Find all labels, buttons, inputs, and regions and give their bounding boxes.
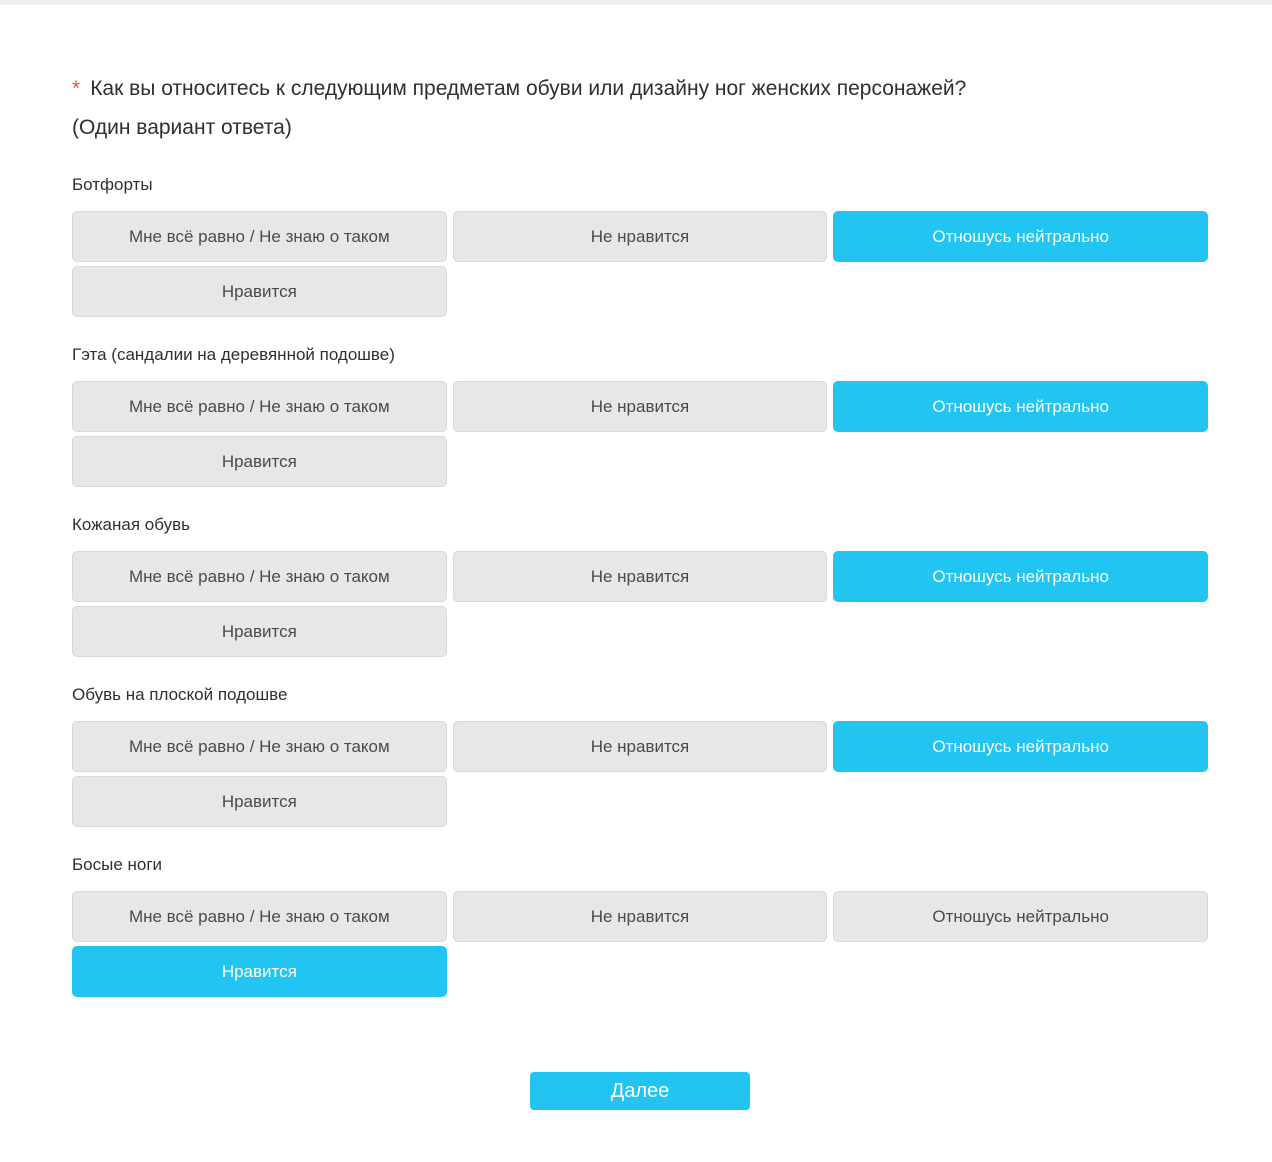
option-neutral-button[interactable]: Отношусь нейтрально <box>833 891 1208 942</box>
option-dislike-button[interactable]: Не нравится <box>453 381 828 432</box>
option-indifferent-button[interactable]: Мне всё равно / Не знаю о таком <box>72 721 447 772</box>
option-dislike-button[interactable]: Не нравится <box>453 551 828 602</box>
question-item-label: Обувь на плоской подошве <box>72 685 288 704</box>
question-item <box>72 175 1208 317</box>
option-indifferent-button[interactable]: Мне всё равно / Не знаю о таком <box>72 891 447 942</box>
question-item-label: Босые ноги <box>72 855 163 874</box>
survey-page <box>0 69 1272 1152</box>
option-like-button[interactable]: Нравится <box>72 946 447 997</box>
options-grid <box>72 381 1208 487</box>
option-like-button[interactable]: Нравится <box>72 266 447 317</box>
question-item <box>72 345 1208 487</box>
option-indifferent-button[interactable]: Мне всё равно / Не знаю о таком <box>72 211 447 262</box>
question-item <box>72 685 1208 827</box>
option-dislike-button[interactable]: Не нравится <box>453 721 828 772</box>
option-indifferent-button[interactable]: Мне всё равно / Не знаю о таком <box>72 381 447 432</box>
question-item-label: Ботфорты <box>72 175 153 194</box>
next-button[interactable]: Далее <box>530 1072 750 1110</box>
option-like-button[interactable]: Нравится <box>72 606 447 657</box>
question-item <box>72 855 1208 997</box>
question-item <box>72 515 1208 657</box>
options-grid <box>72 211 1208 317</box>
option-indifferent-button[interactable]: Мне всё равно / Не знаю о таком <box>72 551 447 602</box>
question-subtitle: (Один вариант ответа) <box>72 116 292 139</box>
option-dislike-button[interactable]: Не нравится <box>453 891 828 942</box>
option-neutral-button[interactable]: Отношусь нейтрально <box>833 721 1208 772</box>
question-item-label: Кожаная обувь <box>72 515 190 534</box>
options-grid <box>72 721 1208 827</box>
option-neutral-button[interactable]: Отношусь нейтрально <box>833 211 1208 262</box>
footer <box>72 1072 1208 1152</box>
options-grid <box>72 551 1208 657</box>
top-divider-bar <box>0 0 1272 5</box>
option-neutral-button[interactable]: Отношусь нейтрально <box>833 381 1208 432</box>
option-neutral-button[interactable]: Отношусь нейтрально <box>833 551 1208 602</box>
question-title-text: Как вы относитесь к следующим предметам обуви или дизайну ног женских персонажей? <box>90 77 967 100</box>
option-like-button[interactable]: Нравится <box>72 436 447 487</box>
question-item-label: Гэта (сандалии на деревянной подошве) <box>72 345 395 364</box>
required-asterisk: * <box>72 77 81 100</box>
options-grid <box>72 891 1208 997</box>
question-title <box>72 69 1208 147</box>
option-like-button[interactable]: Нравится <box>72 776 447 827</box>
option-dislike-button[interactable]: Не нравится <box>453 211 828 262</box>
